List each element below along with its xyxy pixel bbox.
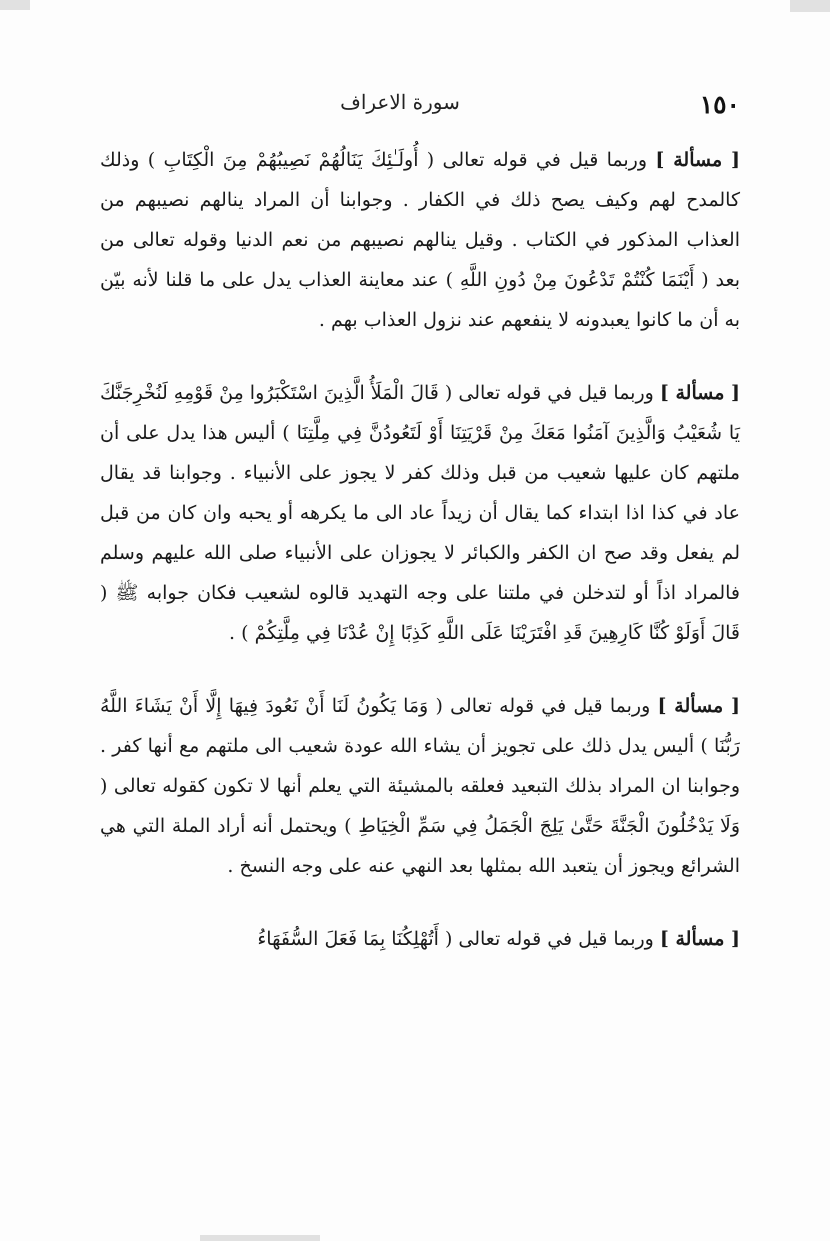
question-label: [ مسألة ] <box>655 149 740 171</box>
paragraph-text: وربما قيل في قوله تعالى ( وَمَا يَكُونُ لَنَا أَنْ نَعُودَ فِيهَا إِلَّا أَنْ يَشَاءَ اللَّهُ رَبُّنَا ) أليس يدل ذلك على تجويز أن يشاء الله عودة شعيب الى ملتهم مع أنها كفر . وجوابنا ان المراد بذلك التبعيد فعلقه بالمشيئة التي يعلم أنها لا تكون كقوله تعالى ( وَلَا يَدْخُلُونَ الْجَنَّةَ حَتَّىٰ يَلِجَ الْجَمَلُ فِي سَمِّ الْخِيَاطِ ) ويحتمل أنه أراد الملة التي هي الشرائع ويجوز أن يتعبد الله بمثلها بعد النهي عنه على وجه النسخ . <box>100 695 740 877</box>
page-header <box>100 88 740 124</box>
paragraph-text: وربما قيل في قوله تعالى ( أُولَـٰئِكَ يَنَالُهُمْ نَصِيبُهُمْ مِنَ الْكِتَابِ ) وذلك كالمدح لهم وكيف يصح ذلك في الكفار . وجوابنا أن المراد ينالهم نصيبهم من العذاب المذكور في الكتاب . وقيل ينالهم نصيبهم من نعم الدنيا وقوله تعالى من بعد ( أَيْنَمَا كُنْتُمْ تَدْعُونَ مِنْ دُونِ اللَّهِ ) عند معاينة العذاب يدل على ما قلنا لأنه بيّن به أن ما كانوا يعبدونه لا ينفعهم عند نزول العذاب بهم . <box>100 149 740 331</box>
question-label: [ مسألة ] <box>657 695 740 717</box>
page-body <box>100 140 740 992</box>
paragraph-2 <box>100 373 740 653</box>
scan-artifact-top-left <box>0 0 30 10</box>
paragraph-3 <box>100 686 740 886</box>
paragraph-text: وربما قيل في قوله تعالى ( قَالَ الْمَلَأُ الَّذِينَ اسْتَكْبَرُوا مِنْ قَوْمِهِ لَنُخْرِجَنَّكَ يَا شُعَيْبُ وَالَّذِينَ آمَنُوا مَعَكَ مِنْ قَرْيَتِنَا أَوْ لَتَعُودُنَّ فِي مِلَّتِنَا ) أليس هذا يدل على أن ملتهم كان عليها شعيب من قبل وذلك كفر لا يجوز على الأنبياء . وجوابنا قد يقال عاد في كذا اذا ابتداء كما يقال أن زيداً عاد الى ما يكرهه أو يحبه وان كان من قبل لم يفعل وقد صح ان الكفر والكبائر لا يجوزان على الأنبياء صلى الله عليهم وسلم فالمراد اذاً أو لتدخلن في ملتنا على وجه التهديد قالوه لشعيب فكان جوابه ﷺ ( قَالَ أَوَلَوْ كُنَّا كَارِهِينَ قَدِ افْتَرَيْنَا عَلَى اللَّهِ كَذِبًا إِنْ عُدْنَا فِي مِلَّتِكُمْ ) . <box>100 382 740 644</box>
scan-artifact-top-right <box>790 0 830 12</box>
scan-artifact-bottom <box>200 1235 320 1241</box>
surah-title: سورة الاعراف <box>340 90 460 114</box>
paragraph-1 <box>100 140 740 340</box>
page-number: ١٥٠ <box>699 90 740 119</box>
paragraph-text: وربما قيل في قوله تعالى ( أَتُهْلِكُنَا بِمَا فَعَلَ السُّفَهَاءُ <box>257 928 654 950</box>
question-label: [ مسألة ] <box>659 382 740 404</box>
paragraph-4 <box>100 919 740 959</box>
question-label: [ مسألة ] <box>659 928 740 950</box>
